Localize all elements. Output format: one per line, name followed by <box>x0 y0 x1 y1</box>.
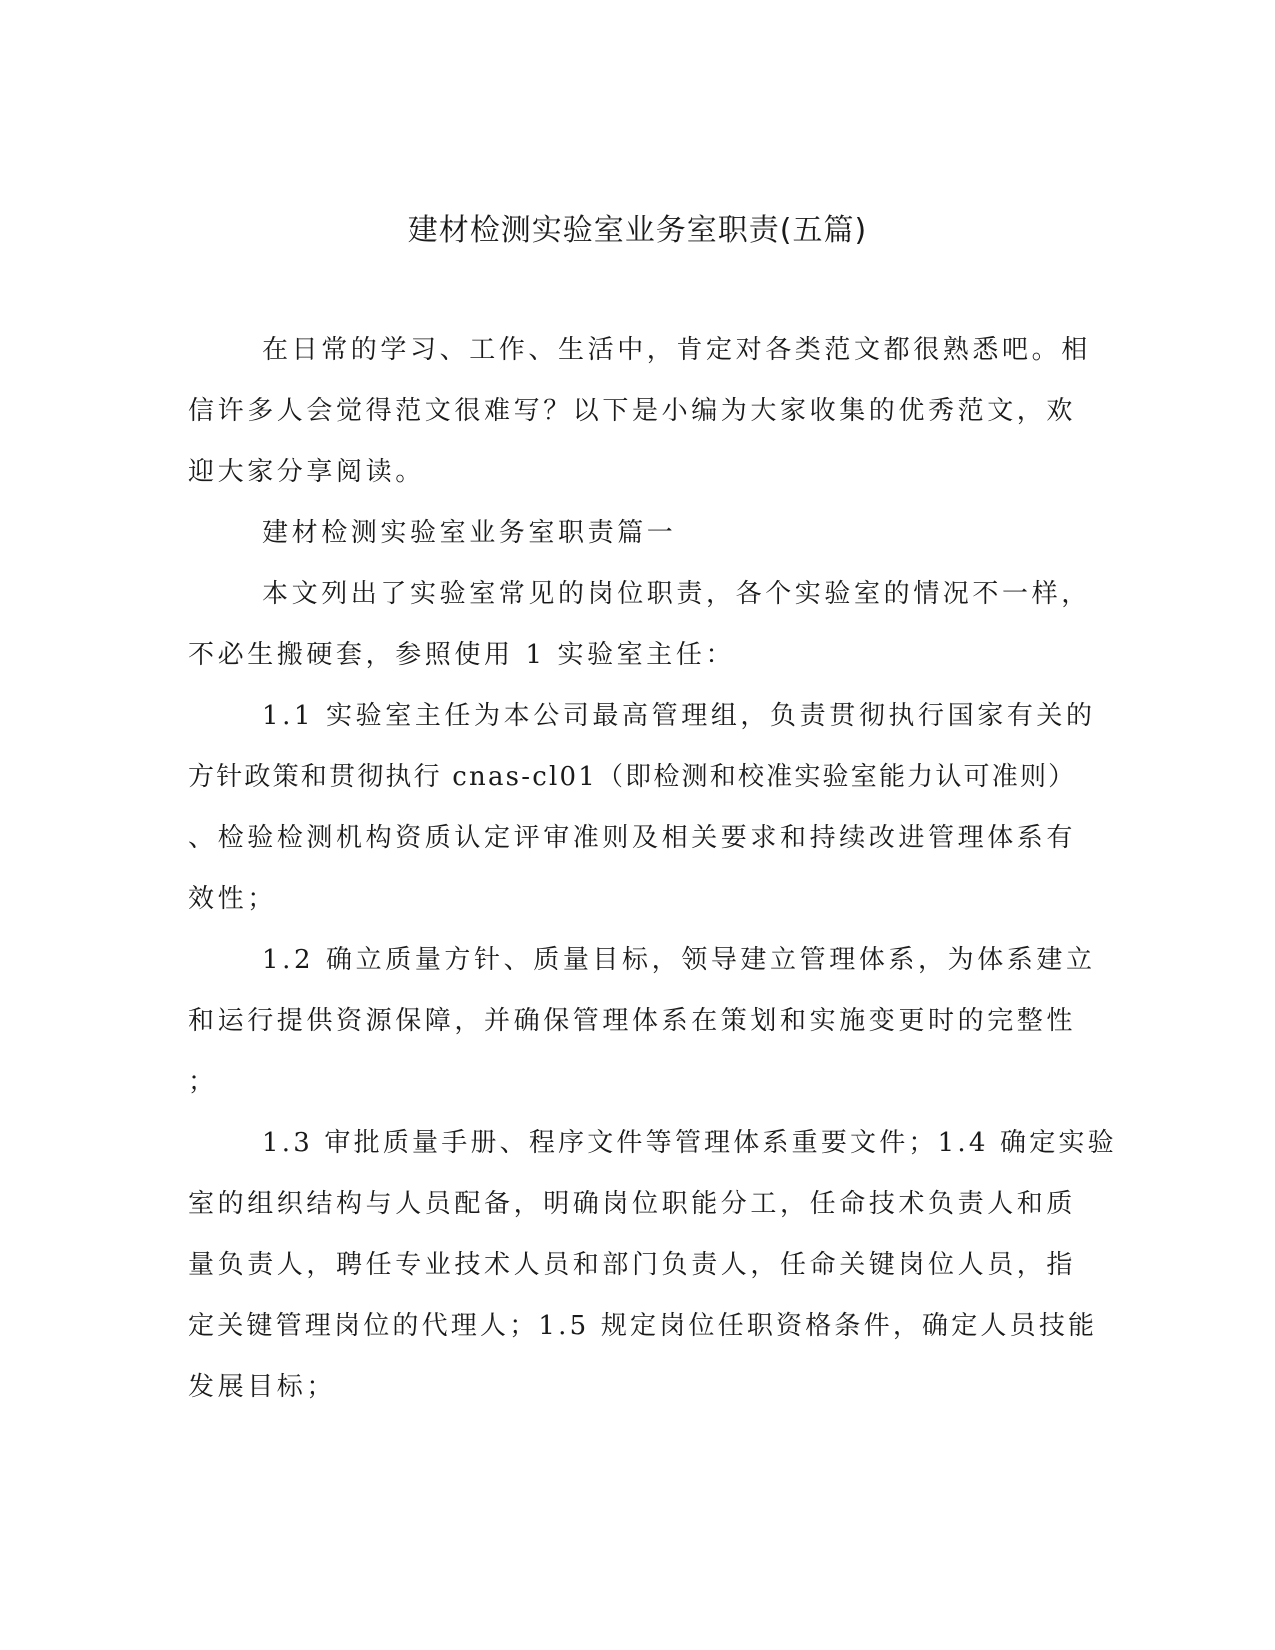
paragraph-line: 在日常的学习、工作、生活中，肯定对各类范文都很熟悉吧。相 <box>262 335 1091 365</box>
paragraph-line: 量负责人，聘任专业技术人员和部门负责人，任命关键岗位人员，指 <box>188 1250 1077 1280</box>
paragraph-line: 1.2 确立质量方针、质量目标，领导建立管理体系，为体系建立 <box>262 945 1096 975</box>
section-heading: 建材检测实验室业务室职责篇一 <box>262 518 677 548</box>
paragraph-line: 信许多人会觉得范文很难写？以下是小编为大家收集的优秀范文，欢 <box>188 396 1077 426</box>
paragraph-line: 不必生搬硬套，参照使用 1 实验室主任： <box>188 640 736 670</box>
paragraph-line: 方针政策和贯彻执行 cnas-cl01（即检测和校准实验室能力认可准则） <box>188 762 1077 792</box>
paragraph-line: 迎大家分享阅读。 <box>188 457 425 487</box>
paragraph-line: 本文列出了实验室常见的岗位职责，各个实验室的情况不一样， <box>262 579 1091 609</box>
paragraph-line: ； <box>188 1067 218 1097</box>
paragraph-line: 1.3 审批质量手册、程序文件等管理体系重要文件；1.4 确定实验 <box>262 1128 1117 1158</box>
document-body <box>188 330 1117 1428</box>
paragraph-line: 和运行提供资源保障，并确保管理体系在策划和实施变更时的完整性 <box>188 1006 1077 1036</box>
paragraph-line: 、检验检测机构资质认定评审准则及相关要求和持续改进管理体系有 <box>188 823 1077 853</box>
paragraph-line: 1.1 实验室主任为本公司最高管理组，负责贯彻执行国家有关的 <box>262 701 1096 731</box>
paragraph-line: 效性； <box>188 884 277 914</box>
paragraph-line: 发展目标； <box>188 1372 337 1402</box>
paragraph-line: 定关键管理岗位的代理人；1.5 规定岗位任职资格条件，确定人员技能 <box>188 1311 1098 1341</box>
paragraph-line: 室的组织结构与人员配备，明确岗位职能分工，任命技术负责人和质 <box>188 1189 1077 1219</box>
document-title: 建材检测实验室业务室职责(五篇) <box>407 213 868 248</box>
